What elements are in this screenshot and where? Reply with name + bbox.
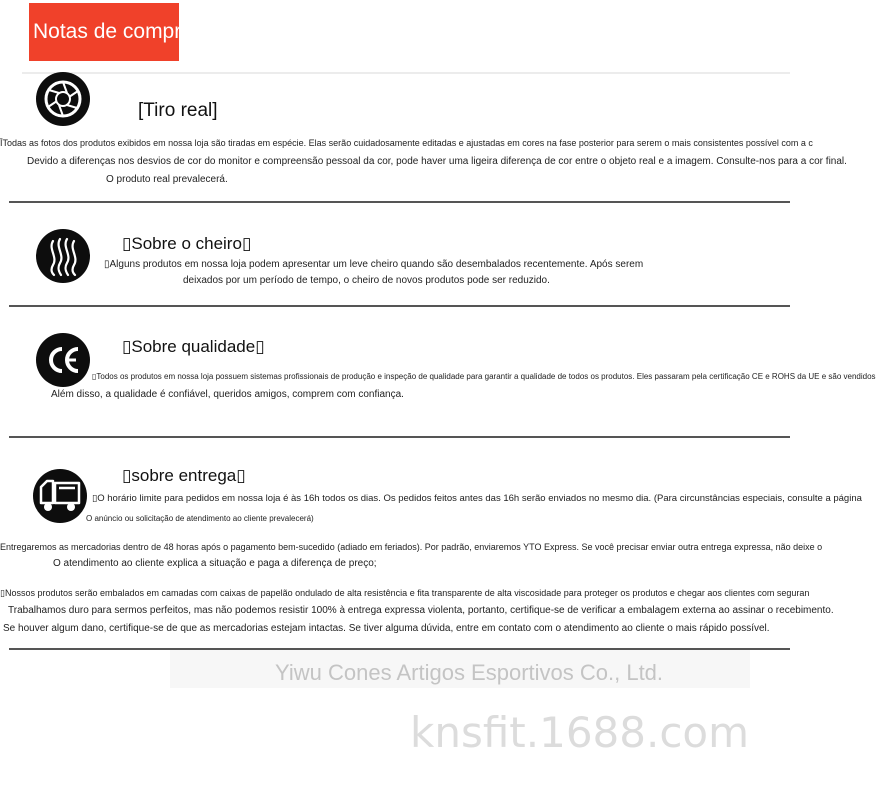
section-text-line: Se houver algum dano, certifique-se de que as mercadorias estejam intactas. Se tiver alguma dúvida, entre em contato com o atendimento ao cliente o mais rápido possível. — [3, 623, 770, 634]
section-text-span: Todos os produtos em nossa loja possuem sistemas profissionais de produção e inspeção de qualidade para garantir a qualidade de todos os produtos. Eles passaram pela certificação CE e ROHS da UE e são vendidos — [96, 372, 876, 381]
watermark-company-name: Yiwu Cones Artigos Esportivos Co., Ltd. — [275, 660, 664, 685]
section-divider — [9, 201, 790, 203]
section-divider — [9, 436, 790, 438]
section-text-span: Alguns produtos em nossa loja podem apresentar um leve cheiro quando são desembalados recentemente. Após serem — [109, 259, 644, 270]
section-text-line: O atendimento ao cliente explica a situação e paga a diferença de preço; — [53, 558, 377, 569]
section-text-line: Devido a diferenças nos desvios de cor do monitor e compreensão pessoal da cor, pode haver uma ligeira diferença de cor entre o objeto real e a imagem. Consulte-nos para a cor final. — [27, 156, 847, 167]
section-text-line: Entregaremos as mercadorias dentro de 48 horas após o pagamento bem-sucedido (adiado em feriados). Por padrão, enviaremos YTO Express. Se você precisar enviar outra entrega expressa, não deixe o — [0, 542, 823, 552]
section-text-line: ▯Todos os produtos em nossa loja possuem sistemas profissionais de produção e inspeção de qualidade para garantir a qualidade de todos os produtos. Eles passaram pela certificação CE e ROHS da UE e são vendidos — [92, 372, 876, 381]
section-text-line: ▯Alguns produtos em nossa loja podem apresentar um leve cheiro quando são desembalados recentemente. Após serem — [104, 259, 644, 270]
section-text-line: O produto real prevalecerá. — [106, 174, 228, 185]
section-text-line: ▯O horário limite para pedidos em nossa loja é às 16h todos os dias. Os pedidos feitos antes das 16h serão enviados no mesmo dia. (Para circunstâncias especiais, consulte a página — [92, 493, 862, 504]
section-text-line: O anúncio ou solicitação de atendimento ao cliente prevalecerá) — [86, 514, 314, 523]
delivery-truck-icon — [33, 469, 87, 523]
section-text-line: ĪTodas as fotos dos produtos exibidos em nossa loja são tiradas em espécie. Elas serão cuidadosamente editadas e ajustadas em cores na fase posterior para serem o mais consistentes possível com a c — [0, 138, 813, 148]
watermark-url: knsfit.1688.com — [410, 708, 750, 757]
top-divider — [22, 72, 790, 74]
section-text-span: Nossos produtos serão embalados em camadas com caixas de papelão ondulado de alta resistência e fita transparente de alta viscosidade para proteger os produtos e chegar aos clientes com seguran — [4, 588, 810, 598]
ce-mark-icon — [36, 333, 90, 387]
section-title-text: Sobre qualidade — [131, 337, 256, 356]
section-text-span: O horário limite para pedidos em nossa loja é às 16h todos os dias. Os pedidos feitos antes das 16h serão enviados no mesmo dia. (Para circunstâncias especiais, consulte a página — [97, 493, 862, 504]
purchase-notes-header: Notas de compra — [29, 3, 179, 61]
section-text-line: Trabalhamos duro para sermos perfeitos, mas não podemos resistir 100% à entrega expressa violenta, portanto, certifique-se de verificar a embalagem externa ao assinar o recebimento. — [8, 605, 834, 616]
smell-waves-icon — [36, 229, 90, 283]
section-text-line: Além disso, a qualidade é confiável, queridos amigos, comprem com confiança. — [51, 389, 404, 400]
section-title-quality: ▯Sobre qualidade▯ — [122, 337, 265, 356]
section-title-smell: ▯Sobre o cheiro▯ — [122, 234, 252, 253]
section-title-delivery: ▯sobre entrega▯ — [122, 466, 246, 485]
section-text-line: deixados por um período de tempo, o cheiro de novos produtos pode ser reduzido. — [183, 275, 550, 286]
section-divider — [9, 305, 790, 307]
camera-aperture-icon — [36, 72, 90, 126]
section-title-text: Sobre o cheiro — [131, 234, 242, 253]
section-title-real-photo: [Tiro real] — [138, 100, 218, 121]
section-text-line: ▯Nossos produtos serão embalados em camadas com caixas de papelão ondulado de alta resistência e fita transparente de alta viscosidade para proteger os produtos e chegar aos clientes com seguran — [0, 588, 810, 598]
section-title-text: sobre entrega — [131, 466, 237, 485]
